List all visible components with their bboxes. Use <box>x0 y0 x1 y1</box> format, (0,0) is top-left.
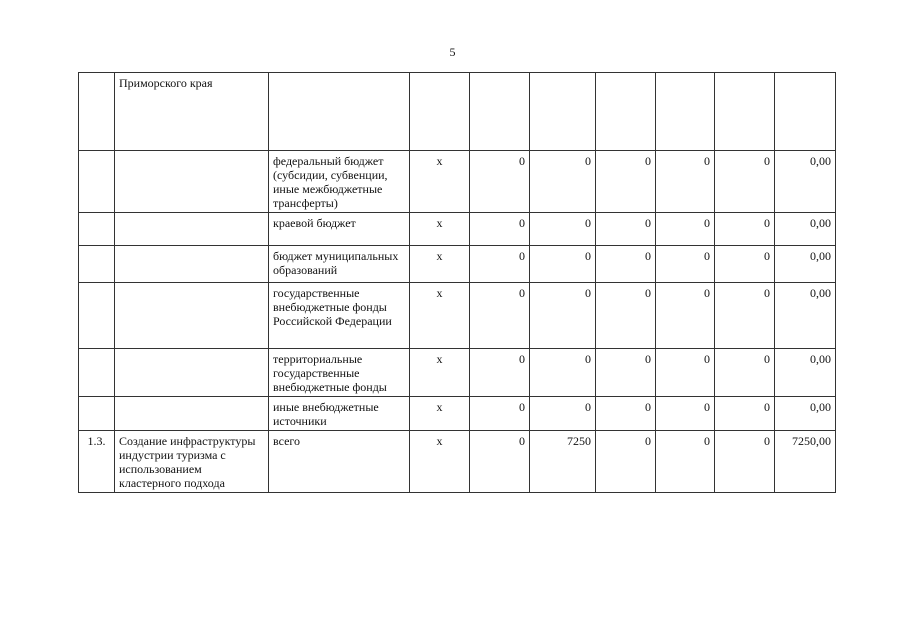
value-cell: 0 <box>656 349 715 397</box>
total-cell: 0,00 <box>775 246 836 283</box>
value-cell: 0 <box>656 431 715 493</box>
value-cell: 0 <box>596 213 656 246</box>
total-cell: 7250,00 <box>775 431 836 493</box>
value-cell: 0 <box>470 283 530 349</box>
value-cell: 0 <box>470 349 530 397</box>
total-cell: 0,00 <box>775 283 836 349</box>
row-number-cell <box>79 213 115 246</box>
value-cell <box>470 73 530 151</box>
total-cell: 0,00 <box>775 213 836 246</box>
value-cell: 0 <box>470 151 530 213</box>
value-cell <box>596 73 656 151</box>
value-cell: 0 <box>715 151 775 213</box>
total-cell: 0,00 <box>775 151 836 213</box>
value-cell: х <box>410 349 470 397</box>
measure-name-cell <box>115 349 269 397</box>
value-cell: х <box>410 246 470 283</box>
funding-source-cell: бюджет муниципальных образований <box>269 246 410 283</box>
budget-table <box>78 72 836 493</box>
table-row <box>79 397 836 431</box>
funding-source-cell: краевой бюджет <box>269 213 410 246</box>
value-cell: 0 <box>656 397 715 431</box>
value-cell: х <box>410 283 470 349</box>
row-number-cell <box>79 349 115 397</box>
measure-name-cell <box>115 283 269 349</box>
funding-source-cell <box>269 73 410 151</box>
table-row <box>79 246 836 283</box>
value-cell: 0 <box>596 246 656 283</box>
value-cell: 0 <box>715 349 775 397</box>
value-cell: 0 <box>715 397 775 431</box>
row-number-cell <box>79 397 115 431</box>
value-cell: 0 <box>596 349 656 397</box>
value-cell: 0 <box>656 283 715 349</box>
table-row <box>79 213 836 246</box>
value-cell: 0 <box>596 283 656 349</box>
value-cell: 0 <box>715 431 775 493</box>
value-cell: 0 <box>656 213 715 246</box>
value-cell: 0 <box>530 151 596 213</box>
total-cell: 0,00 <box>775 349 836 397</box>
table-row <box>79 151 836 213</box>
row-number-cell <box>79 73 115 151</box>
total-cell <box>775 73 836 151</box>
value-cell: 0 <box>530 213 596 246</box>
measure-name-cell: Создание инфраструктуры индустрии туризма с использованием кластерного подхода <box>115 431 269 493</box>
value-cell: х <box>410 213 470 246</box>
measure-name-cell <box>115 397 269 431</box>
table-row <box>79 349 836 397</box>
funding-source-cell: всего <box>269 431 410 493</box>
value-cell: 0 <box>470 213 530 246</box>
value-cell: 0 <box>715 213 775 246</box>
value-cell: х <box>410 151 470 213</box>
funding-source-cell: территориальные государственные внебюджетные фонды <box>269 349 410 397</box>
value-cell: 0 <box>470 397 530 431</box>
table-row <box>79 73 836 151</box>
row-number-cell: 1.3. <box>79 431 115 493</box>
row-number-cell <box>79 283 115 349</box>
page-number: 5 <box>449 45 456 59</box>
value-cell: 0 <box>715 283 775 349</box>
measure-name-cell <box>115 151 269 213</box>
value-cell: 0 <box>530 246 596 283</box>
value-cell <box>410 73 470 151</box>
value-cell: 0 <box>656 151 715 213</box>
funding-source-cell: федеральный бюджет (субсидии, субвенции, иные межбюджетные трансферты) <box>269 151 410 213</box>
value-cell: 0 <box>715 246 775 283</box>
value-cell: 0 <box>530 397 596 431</box>
table-row <box>79 283 836 349</box>
value-cell: 7250 <box>530 431 596 493</box>
value-cell: х <box>410 397 470 431</box>
value-cell: 0 <box>470 431 530 493</box>
table-row <box>79 431 836 493</box>
total-cell: 0,00 <box>775 397 836 431</box>
value-cell: 0 <box>530 283 596 349</box>
value-cell: х <box>410 431 470 493</box>
measure-name-cell <box>115 246 269 283</box>
value-cell: 0 <box>530 349 596 397</box>
row-number-cell <box>79 151 115 213</box>
value-cell <box>656 73 715 151</box>
funding-source-cell: иные внебюджетные источники <box>269 397 410 431</box>
value-cell: 0 <box>596 431 656 493</box>
value-cell <box>715 73 775 151</box>
value-cell: 0 <box>596 151 656 213</box>
row-number-cell <box>79 246 115 283</box>
measure-name-cell <box>115 213 269 246</box>
value-cell <box>530 73 596 151</box>
measure-name-cell: Приморского края <box>115 73 269 151</box>
value-cell: 0 <box>656 246 715 283</box>
value-cell: 0 <box>470 246 530 283</box>
funding-source-cell: государственные внебюджетные фонды Российской Федерации <box>269 283 410 349</box>
value-cell: 0 <box>596 397 656 431</box>
